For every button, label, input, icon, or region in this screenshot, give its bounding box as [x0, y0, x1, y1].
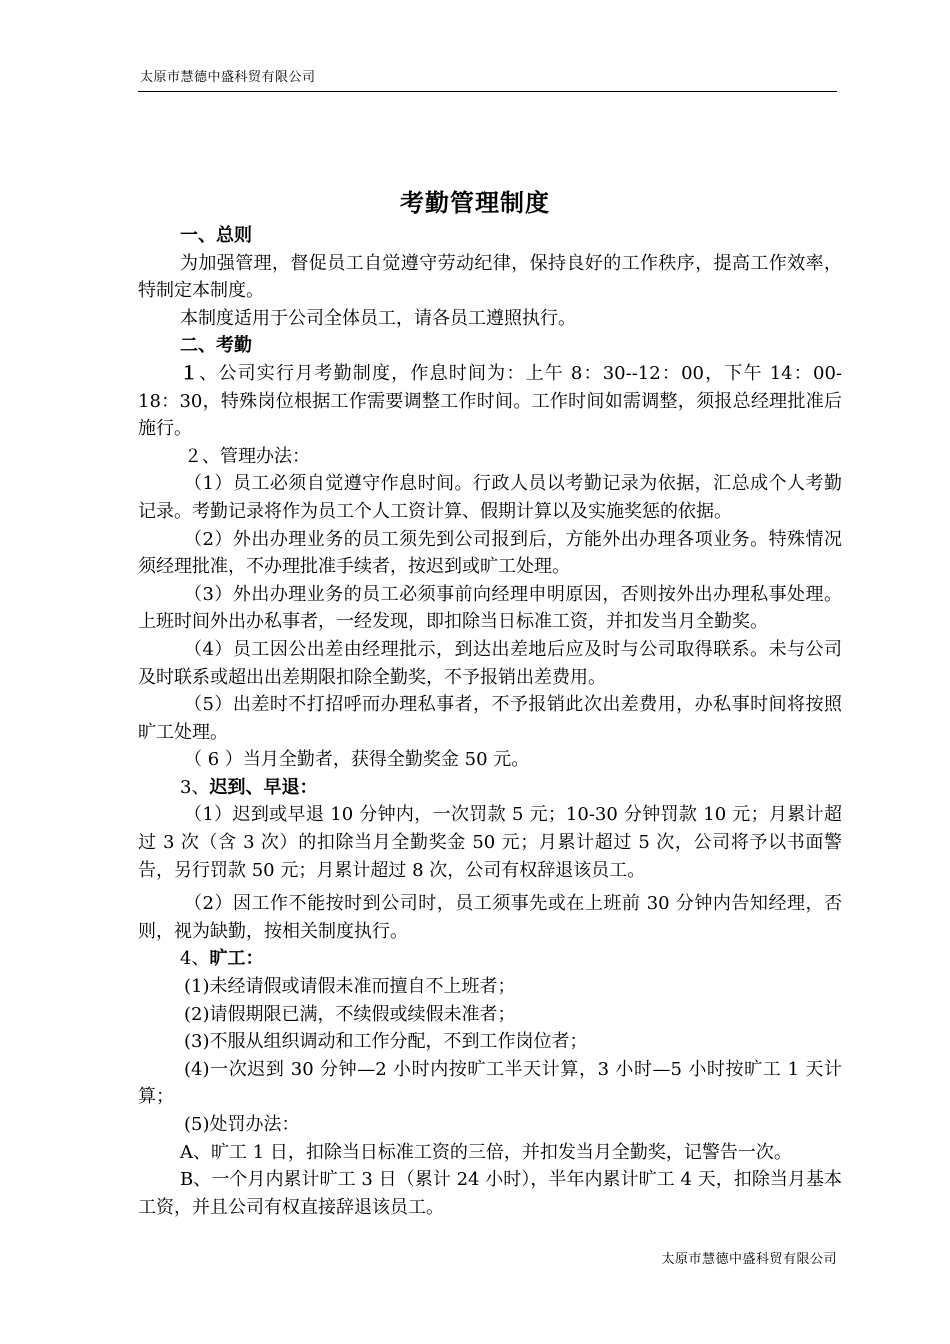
absence-title: 旷工：: [209, 948, 264, 970]
absence-rule-2: (2)请假期限已满，不续假或续假未准者；: [184, 1003, 516, 1025]
late-early-rule-1: （1）迟到或早退 10 分钟内，一次罚款 5 元；10-30 分钟罚款 10 元；月累计超过 3 次（含 3 次）的扣除当月全勤奖金 50 元；月累计超过 5 次，公司将予以书面警告，另行罚款 50 元；月累计超过 8 次，公司有权辞退该员工。: [138, 804, 842, 881]
absence-rule-1: (1)未经请假或请假未准而擅自不上班者；: [184, 976, 516, 998]
general-paragraph-1: 为加强管理，督促员工自觉遵守劳动纪律，保持良好的工作秩序，提高工作效率，特制定本制度。: [138, 252, 842, 302]
management-rule-2: （2）外出办理业务的员工须先到公司报到后，方能外出办理各项业务。特殊情况须经理批准，不办理批准手续者，按迟到或旷工处理。: [138, 528, 842, 578]
document-title: 考勤管理制度: [400, 189, 550, 217]
late-early-rule-2: （2）因工作不能按时到公司时，员工须事先或在上班前 30 分钟内告知经理，否则，视为缺勤，按相关制度执行。: [138, 893, 842, 942]
penalty-a: A、旷工 1 日，扣除当日标准工资的三倍，并扣发当月全勤奖，记警告一次。: [180, 1141, 792, 1163]
management-rule-1: （1）员工必须自觉遵守作息时间。行政人员以考勤记录为依据，汇总成个人考勤记录。考勤记录将作为员工个人工资计算、假期计算以及实施奖惩的依据。: [138, 473, 842, 522]
penalty-b: B、一个月内累计旷工 3 日（累计 24 小时），半年内累计旷工 4 天，扣除当月基本工资，并且公司有权直接辞退该员工。: [138, 1169, 842, 1218]
late-early-title: 迟到、早退：: [209, 776, 318, 798]
attendance-item-1-number: １: [180, 362, 200, 384]
management-rule-3: （3）外出办理业务的员工必须事前向经理申明原因，否则按外出办理私事处理。上班时间外出办私事者，一经发现，即扣除当日标准工资，并扣发当月全勤奖。: [138, 583, 842, 633]
footer-company: 太原市慧德中盛科贸有限公司: [661, 1252, 837, 1267]
absence-number: 4、: [180, 948, 210, 970]
absence-rule-3: (3)不服从组织调动和工作分配，不到工作岗位者；: [184, 1031, 588, 1053]
absence-heading: [138, 945, 842, 973]
attendance-item-2: ２、管理办法：: [184, 445, 310, 467]
late-early-heading: [138, 774, 842, 802]
attendance-item-1: [138, 360, 842, 443]
absence-rule-5: (5)处罚办法：: [184, 1114, 300, 1135]
absence-rule-4: (4)一次迟到 30 分钟—2 小时内按旷工半天计算，3 小时—5 小时按旷工 1 天计算；: [138, 1058, 842, 1108]
header-rule: [138, 91, 837, 92]
section-attendance-heading: 二、考勤: [180, 335, 252, 357]
management-rule-5: （5）出差时不打招呼而办理私事者，不予报销此次出差费用，办私事时间将按照旷工处理。: [138, 694, 842, 743]
management-rule-4: （4）员工因公出差由经理批示，到达出差地后应及时与公司取得联系。未与公司及时联系或超出出差期限扣除全勤奖，不予报销出差费用。: [138, 638, 842, 688]
section-general-heading: 一、总则: [180, 225, 252, 246]
document-body: [138, 222, 842, 1221]
late-early-number: 3、: [180, 776, 210, 798]
management-rule-6: （ 6 ）当月全勤者，获得全勤奖金 50 元。: [184, 749, 530, 771]
attendance-item-1-text: 、公司实行月考勤制度，作息时间为：上午 8：30--12：00，下午 14：00-18：30，特殊岗位根据工作需要调整工作时间。工作时间如需调整，须报总经理批准后施行。: [138, 362, 842, 440]
general-paragraph-2: 本制度适用于公司全体员工，请各员工遵照执行。: [180, 307, 576, 329]
header-company: 太原市慧德中盛科贸有限公司: [140, 70, 316, 85]
